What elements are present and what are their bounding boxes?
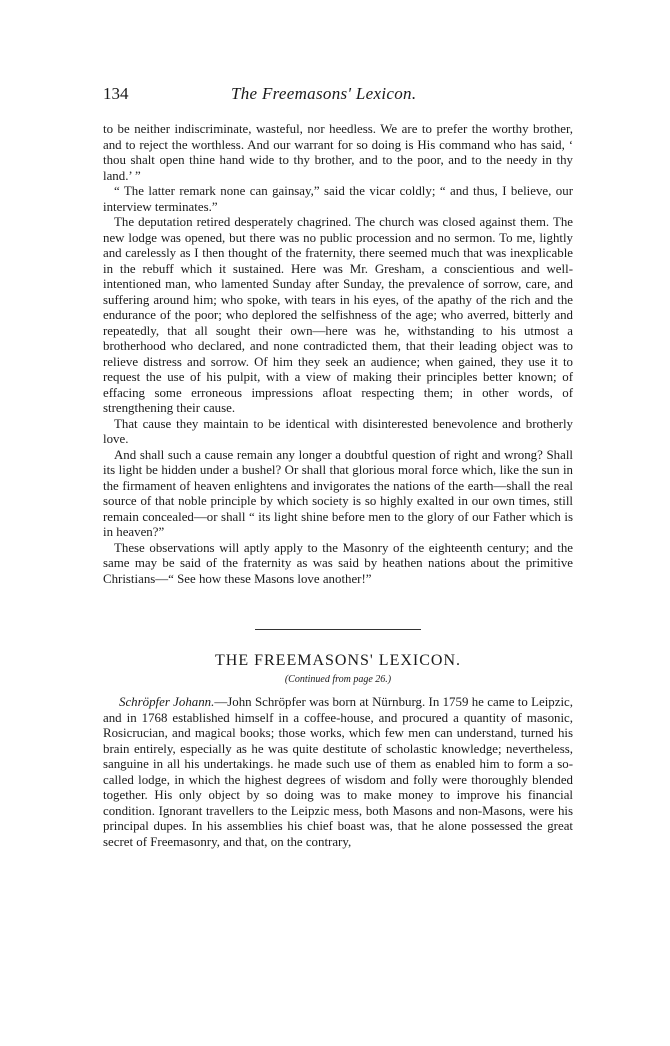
paragraph: And shall such a cause remain any longer a doubtful question of right and wrong? Shall its light be hidden under a bushel? Or shall that glorious moral force which, like the sun in the firmament of heaven enlightens and invigorates the nations of the earth—shall the real source of that noble principle by which society is so highly exalted in our own times, still remain concealed—or shall “ its light shine before men to the glory of our Father which is in heaven?” — [103, 447, 573, 539]
section-title: THE FREEMASONS' LEXICON. — [215, 652, 461, 669]
paragraph: “ The latter remark none can gainsay,” said the vicar coldly; “ and thus, I believe, our interview terminates.” — [103, 184, 573, 214]
paragraph: to be neither indiscriminate, wasteful, nor heedless. We are to prefer the worthy brother, and to reject the worthless. And our warrant for so doing is His command who has said, ‘ thou shalt open thine hand wide to thy brother, and to the poor, and to the needy in thy land.’ ” — [103, 122, 573, 183]
continuation-note: (Continued from page 26.) — [284, 674, 392, 685]
paragraph: The deputation retired desperately chagrined. The church was closed against them. The new lodge was opened, but there was no public procession and no sermon. To me, lightly and carelessly as I then thought of the fraternity, there seemed much that was inexplicable in the rebuff which it sustained. Here was Mr. Gresham, a conscientious and well-intentioned man, who lamented Sunday after Sunday, the prevalence of sorrow, care, and suffering around him; who spoke, with tears in his eyes, of the apathy of the rich and the endurance of the poor; who deplored the selfishness of the age; who averred, bitterly and repeatedly, that all sought their own—here was he, withstanding to his utmost a brotherhood who declared, and none contradicted them, that their leading object was to relieve distress and sorrow. Of him they seek an audience; when gained, they use it to request the use of his pulpit, with a view of making their principles better known; of effacing some erroneous impressions afloat respecting them; in other words, of strengthening their cause. — [103, 215, 573, 415]
lexicon-entry — [103, 695, 573, 850]
paragraph: These observations will aptly apply to the Masonry of the eighteenth century; and the same may be said of the fraternity as was said by heathen nations about the primitive Christians—“ See how these Masons love another!” — [103, 540, 573, 586]
entry-headword: Schröpfer Johann. — [119, 695, 215, 709]
running-head — [103, 84, 573, 110]
section-divider — [255, 629, 421, 630]
article-body — [103, 122, 573, 587]
paragraph: That cause they maintain to be identical with disinterested benevolence and brotherly love. — [103, 416, 573, 446]
entry-body: —John Schröpfer was born at Nürnburg. In 1759 he came to Leipzic, and in 1768 established himself in a coffee-house, and procured a quantity of masonic, Rosicrucian, and magical books; those works, which few men can understand, turned his brain entirely, especially as he was quite destitute of scholastic knowledge; nevertheless, sanguine in all his undertakings. he made such use of them as enabled him to form a so-called lodge, in which the highest degrees of wisdom and folly were thoroughly blended together. His only object by so doing was to make money to improve his financial condition. Ignorant travellers to the Leipzic mess, both Masons and non-Masons, were his principal dupes. In his assemblies his chief boast was, that he alone possessed the great secret of Freemasonry, and that, on the contrary, — [103, 695, 574, 849]
lexicon-entry-text — [103, 695, 573, 850]
page-number: 134 — [103, 84, 129, 103]
running-title: The Freemasons' Lexicon. — [231, 84, 417, 103]
book-page — [103, 84, 573, 850]
